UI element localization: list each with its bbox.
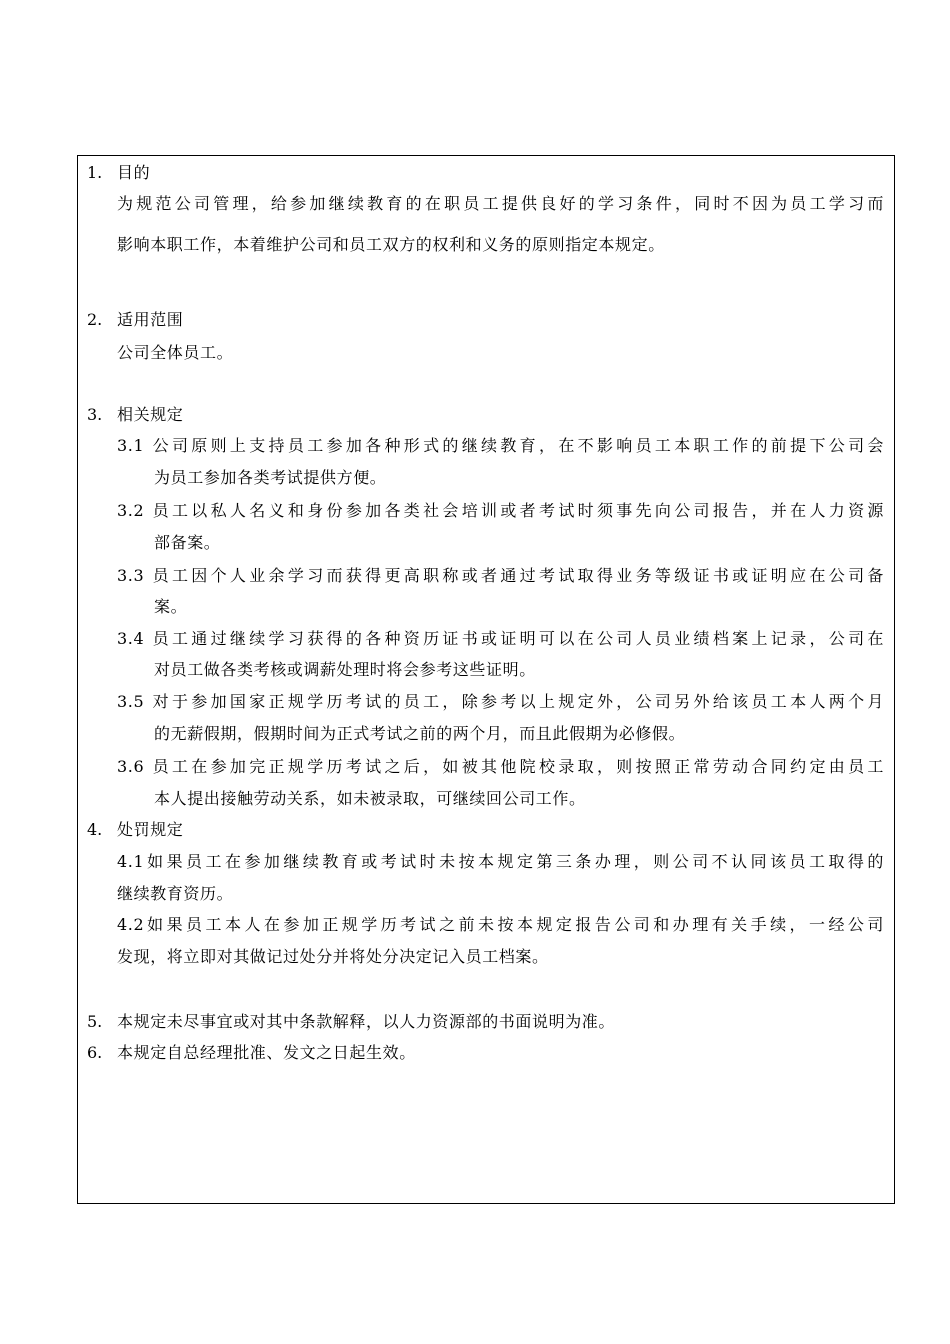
clause-3-5-line: 的无薪假期，假期时间为正式考试之前的两个月，而且此假期为必修假。 bbox=[154, 724, 686, 743]
section-5-number: 5. bbox=[87, 1012, 103, 1031]
clause-3-1-line: 3.1 公司原则上支持员工参加各种形式的继续教育，在不影响员工本职工作的前提下公司会 bbox=[117, 436, 884, 455]
clause-3-3-line: 案。 bbox=[154, 597, 188, 616]
clause-4-1-line: 4.1如果员工在参加继续教育或考试时未按本规定第三条办理，则公司不认同该员工取得的 bbox=[117, 852, 884, 871]
section-4-title: 处罚规定 bbox=[117, 820, 184, 839]
clause-4-2-line: 发现，将立即对其做记过处分并将处分决定记入员工档案。 bbox=[117, 947, 549, 966]
section-1-text-line: 为规范公司管理，给参加继续教育的在职员工提供良好的学习条件，同时不因为员工学习而 bbox=[117, 194, 884, 213]
clause-3-2-line: 3.2 员工以私人名义和身份参加各类社会培训或者考试时须事先向公司报告，并在人力资源 bbox=[117, 501, 884, 520]
section-6-text: 本规定自总经理批准、发文之日起生效。 bbox=[117, 1043, 416, 1062]
clause-3-2-line: 部备案。 bbox=[154, 533, 221, 552]
clause-4-1-line: 继续教育资历。 bbox=[117, 884, 234, 903]
clause-3-5-line: 3.5 对于参加国家正规学历考试的员工，除参考以上规定外，公司另外给该员工本人两个月 bbox=[117, 692, 884, 711]
section-1-title: 目的 bbox=[117, 163, 151, 182]
section-2-number: 2. bbox=[87, 310, 103, 329]
clause-4-2-line: 4.2如果员工本人在参加正规学历考试之前未按本规定报告公司和办理有关手续，一经公司 bbox=[117, 915, 884, 934]
clause-3-4-line: 3.4 员工通过继续学习获得的各种资历证书或证明可以在公司人员业绩档案上记录，公司在 bbox=[117, 629, 884, 648]
section-5-text: 本规定未尽事宜或对其中条款解释，以人力资源部的书面说明为准。 bbox=[117, 1012, 616, 1031]
clause-3-3-line: 3.3 员工因个人业余学习而获得更高职称或者通过考试取得业务等级证书或证明应在公司备 bbox=[117, 566, 884, 585]
clause-3-6-line: 3.6 员工在参加完正规学历考试之后，如被其他院校录取，则按照正常劳动合同约定由员工 bbox=[117, 757, 884, 776]
section-4-number: 4. bbox=[87, 820, 103, 839]
section-2-text-line: 公司全体员工。 bbox=[117, 343, 234, 362]
section-3-number: 3. bbox=[87, 405, 103, 424]
section-1-text-line: 影响本职工作，本着维护公司和员工双方的权利和义务的原则指定本规定。 bbox=[117, 235, 665, 254]
clause-3-4-line: 对员工做各类考核或调薪处理时将会参考这些证明。 bbox=[154, 660, 536, 679]
section-6-number: 6. bbox=[87, 1043, 103, 1062]
section-1-number: 1. bbox=[87, 163, 103, 182]
clause-3-6-line: 本人提出接触劳动关系，如未被录取，可继续回公司工作。 bbox=[154, 789, 586, 808]
clause-3-1-line: 为员工参加各类考试提供方便。 bbox=[154, 468, 387, 487]
section-3-title: 相关规定 bbox=[117, 405, 184, 424]
section-2-title: 适用范围 bbox=[117, 310, 184, 329]
